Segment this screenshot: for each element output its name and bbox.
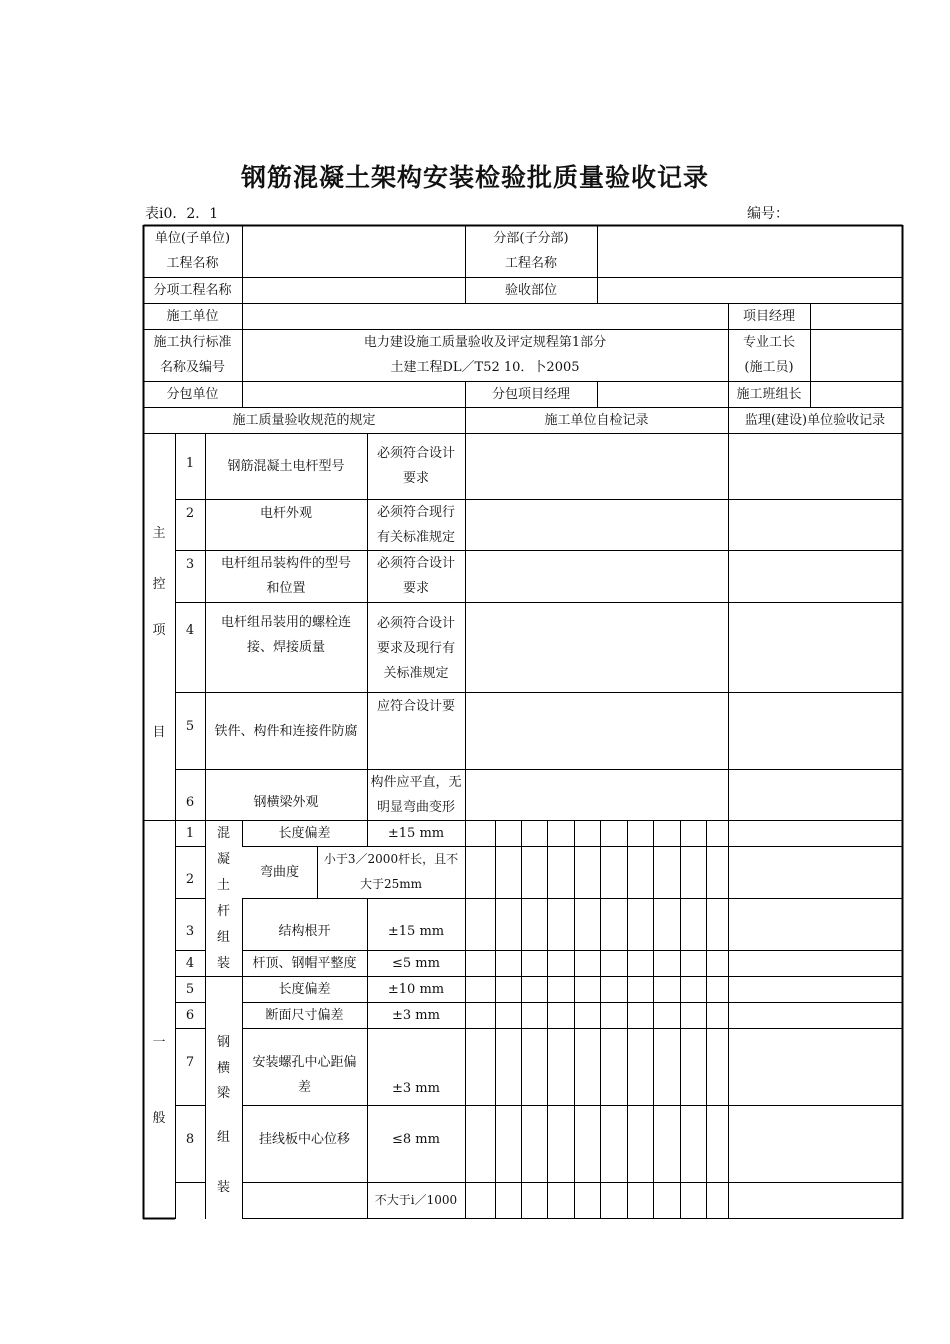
supervision-column-header: 监理(建设)单位验收记录 <box>744 412 886 428</box>
subitem-project-name-label: 分项工程名称 <box>153 282 232 298</box>
beam-group-label-char: 装 <box>216 1180 230 1195</box>
general-row-item: 安装螺孔中心距偏 差 <box>252 1055 357 1095</box>
general-row-requirement: ≤5 mm <box>392 955 440 971</box>
general-row-item: 杆顶、钢帽平整度 <box>252 955 357 971</box>
main-row-requirement: 应符合设计要 <box>376 698 455 714</box>
main-row-requirement: 构件应平直，无 明显弯曲变形 <box>370 774 462 815</box>
main-row-number: 2 <box>185 505 195 521</box>
execution-standard-value: 电力建设施工质量验收及评定规程第1部分 土建工程DL／T52 10．卜2005 <box>363 335 607 375</box>
general-row-number: 1 <box>185 825 195 841</box>
main-row-requirement: 必须符合设计 要求及现行有 关标准规定 <box>376 615 455 681</box>
general-row-requirement: ±15 mm <box>387 923 445 939</box>
main-control-label-char: 项 <box>152 622 166 638</box>
self-check-column-header: 施工单位自检记录 <box>544 412 649 428</box>
general-row-number: 7 <box>185 1054 195 1070</box>
pole-group-label-char: 装 <box>216 956 230 971</box>
general-row-item: 弯曲度 <box>259 864 299 880</box>
main-row-item: 电杆外观 <box>259 505 312 521</box>
main-row-requirement: 必须符合设计 要求 <box>376 556 455 596</box>
general-row-requirement: ±3 mm <box>392 1007 440 1023</box>
general-row-item: 长度偏差 <box>278 825 331 841</box>
main-row-number: 1 <box>185 455 195 471</box>
main-control-label-char: 目 <box>152 724 166 740</box>
beam-group-label-char: 钢 <box>216 1035 230 1050</box>
general-row-requirement: 不大于i／1000 <box>374 1192 458 1207</box>
pole-group-label-char: 土 <box>216 878 230 893</box>
beam-group-label-char: 梁 <box>216 1086 230 1101</box>
beam-group-label-char: 横 <box>216 1061 230 1076</box>
subpart-project-name-label: 分部(子分部) 工程名称 <box>493 231 569 271</box>
pole-group-label-char: 组 <box>216 930 230 945</box>
general-row-requirement: ±15 mm <box>387 825 445 841</box>
main-row-number: 3 <box>185 556 195 572</box>
main-control-label-char: 主 <box>152 525 166 541</box>
main-row-number: 6 <box>185 794 195 810</box>
general-label-char: 般 <box>152 1110 166 1126</box>
project-manager-label: 项目经理 <box>742 308 795 324</box>
general-label-char: 一 <box>152 1034 166 1050</box>
pole-group-label-char: 凝 <box>216 852 230 867</box>
general-row-number: 6 <box>185 1007 195 1023</box>
general-row-requirement: ±3 mm <box>392 1080 440 1096</box>
pole-group-label-char: 杆 <box>216 904 230 919</box>
main-row-number: 4 <box>185 622 195 638</box>
general-row-requirement: ≤8 mm <box>392 1131 440 1147</box>
general-row-item: 断面尺寸偏差 <box>265 1007 344 1023</box>
serial-number-label: 编号： <box>747 206 789 222</box>
main-row-requirement: 必须符合现行 有关标准规定 <box>376 504 455 545</box>
team-leader-label: 施工班组长 <box>736 386 802 402</box>
sub-project-manager-label: 分包项目经理 <box>491 386 570 402</box>
document-title: 钢筋混凝土架构安装检验批质量验收记录 <box>240 163 709 192</box>
contractor-label: 施工单位 <box>166 308 219 324</box>
general-row-item: 长度偏差 <box>278 981 331 997</box>
main-row-number: 5 <box>185 718 195 734</box>
unit-project-name-label: 单位(子单位) 工程名称 <box>154 231 231 271</box>
acceptance-part-label: 验收部位 <box>504 282 557 298</box>
general-row-requirement: 小于3／2000杆长，且不 大于25mm <box>323 852 459 891</box>
pole-group-label-char: 混 <box>216 826 230 841</box>
general-row-number <box>175 1187 205 1213</box>
general-row-number: 4 <box>185 955 195 971</box>
main-row-item: 钢横梁外观 <box>253 794 319 810</box>
main-control-label-char: 控 <box>152 576 166 592</box>
general-row-number: 3 <box>185 923 195 939</box>
general-row-requirement: ±10 mm <box>387 981 445 997</box>
general-row-item: 挂线板中心位移 <box>258 1131 350 1147</box>
main-row-item: 电杆组吊装构件的型号 和位置 <box>220 556 351 596</box>
main-row-item: 钢筋混凝土电杆型号 <box>227 458 345 474</box>
general-row-item <box>242 1187 367 1213</box>
general-row-number: 8 <box>185 1131 195 1147</box>
general-row-number: 2 <box>185 871 195 887</box>
beam-group-label-char: 组 <box>216 1130 230 1145</box>
main-row-requirement: 必须符合设计 要求 <box>376 446 455 486</box>
general-row-number: 5 <box>185 981 195 997</box>
subcontractor-label: 分包单位 <box>166 386 219 402</box>
execution-standard-label: 施工执行标准 名称及编号 <box>153 335 232 375</box>
main-row-item: 电杆组吊装用的螺栓连 接、焊接质量 <box>220 615 351 655</box>
main-row-item: 铁件、构件和连接件防腐 <box>214 723 358 739</box>
foreman-label: 专业工长 (施工员) <box>742 335 795 375</box>
spec-column-header: 施工质量验收规范的规定 <box>232 412 376 428</box>
general-row-item: 结构根开 <box>278 923 331 939</box>
table-number: 表i0．2．1 <box>145 206 219 222</box>
